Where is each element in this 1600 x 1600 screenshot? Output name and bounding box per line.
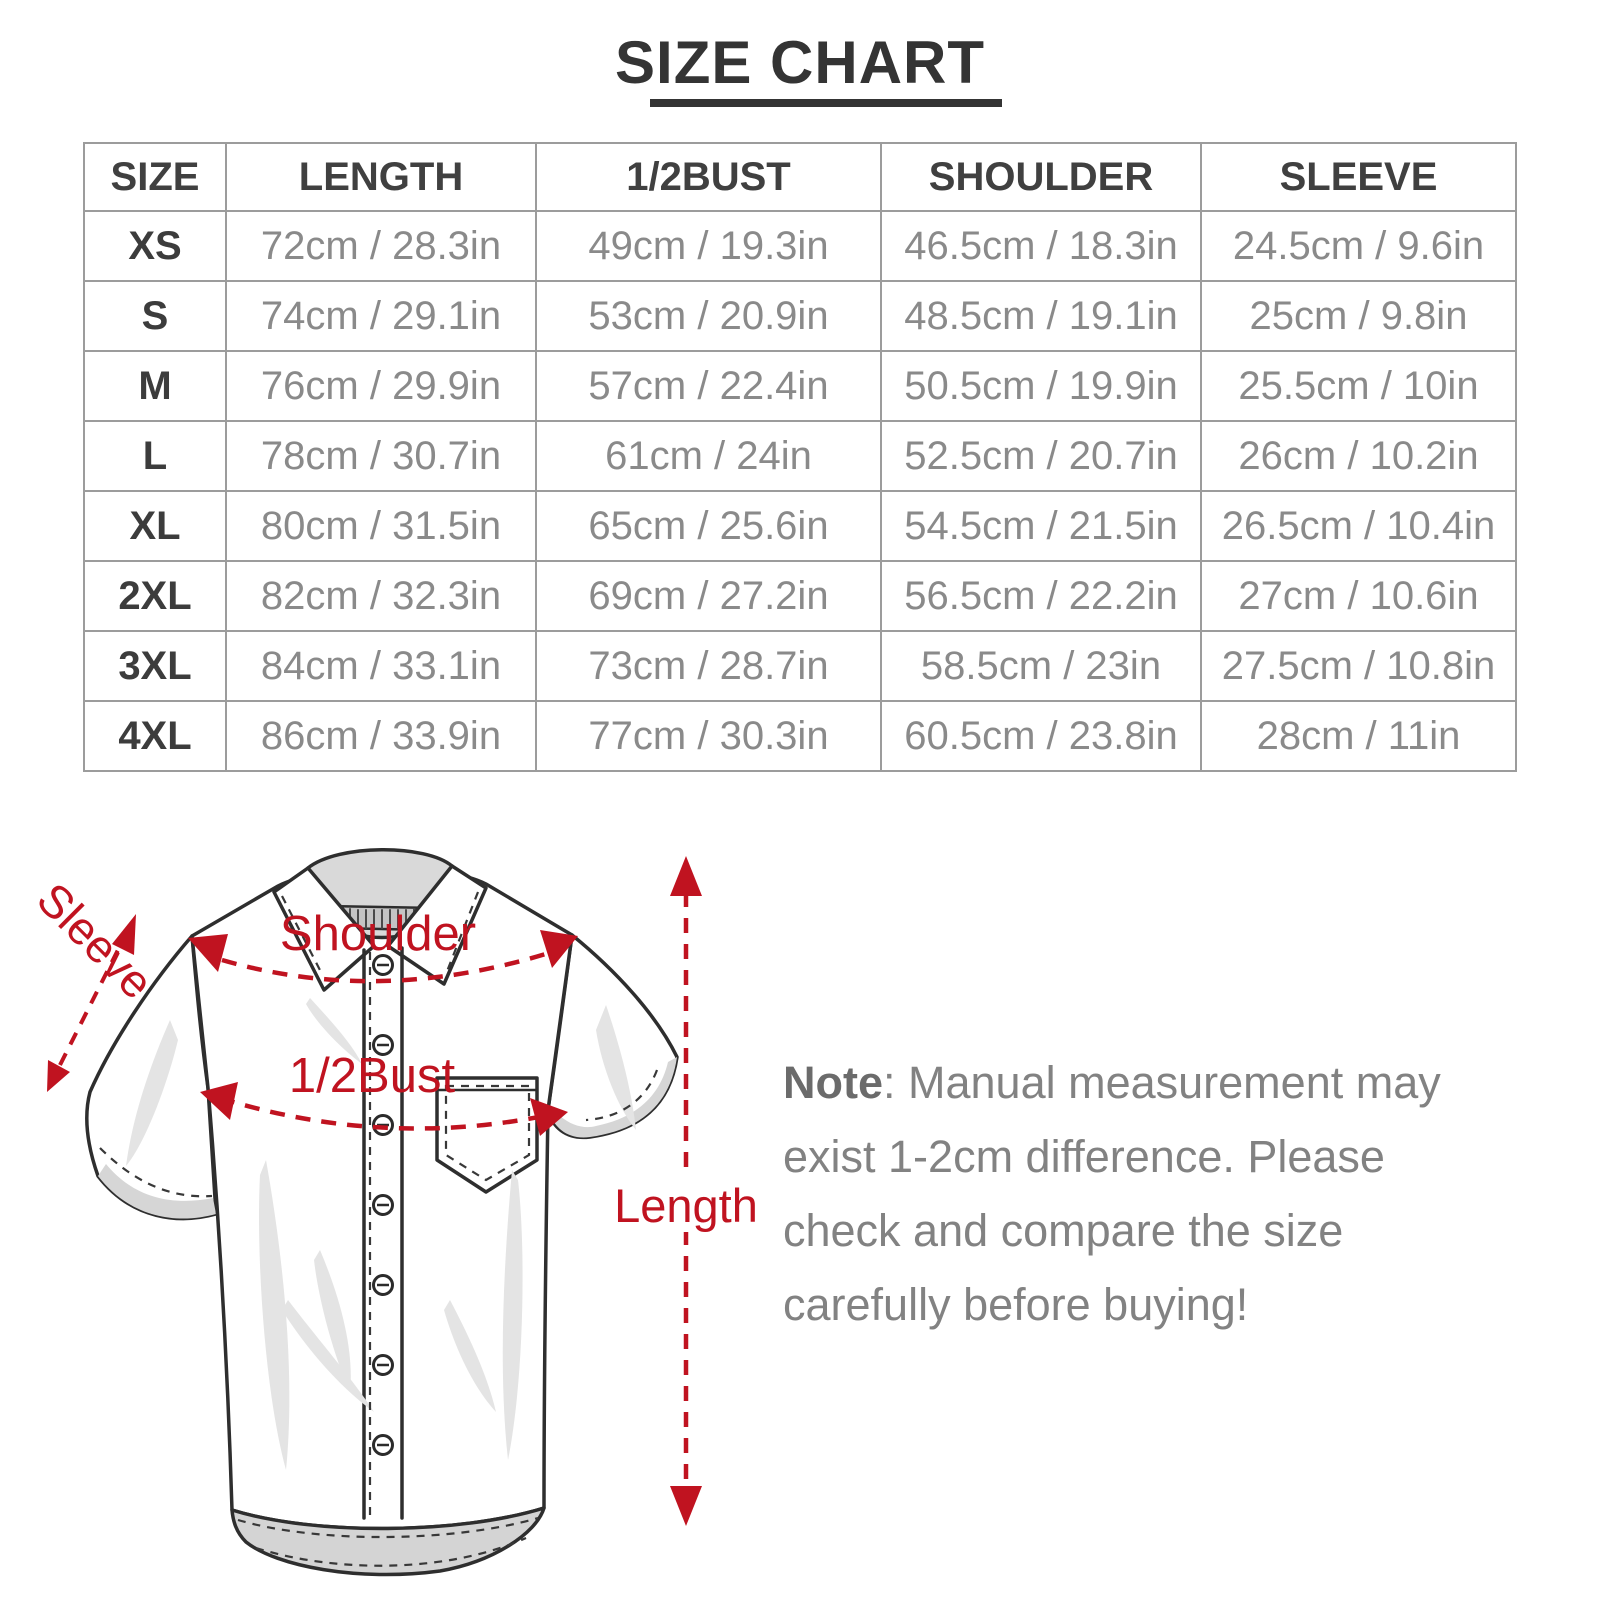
size-cell: S bbox=[84, 281, 226, 351]
table-row bbox=[84, 491, 1516, 561]
measurement-cell: 28cm / 11in bbox=[1201, 701, 1516, 771]
size-cell: XL bbox=[84, 491, 226, 561]
measurement-cell: 46.5cm / 18.3in bbox=[881, 211, 1201, 281]
table-row bbox=[84, 701, 1516, 771]
shoulder-label: Shoulder bbox=[279, 907, 477, 961]
measurement-cell: 52.5cm / 20.7in bbox=[881, 421, 1201, 491]
note-line: carefully before buying! bbox=[783, 1279, 1249, 1330]
measurement-note bbox=[783, 1046, 1483, 1342]
measurement-cell: 65cm / 25.6in bbox=[536, 491, 881, 561]
page-title: SIZE CHART bbox=[615, 29, 985, 96]
measurement-cell: 73cm / 28.7in bbox=[536, 631, 881, 701]
measurement-cell: 76cm / 29.9in bbox=[226, 351, 536, 421]
column-header-sleeve: SLEEVE bbox=[1201, 143, 1516, 211]
measurement-cell: 80cm / 31.5in bbox=[226, 491, 536, 561]
size-cell: M bbox=[84, 351, 226, 421]
sleeve-label: Sleeve bbox=[27, 872, 164, 1009]
half-bust-label: 1/2Bust bbox=[288, 1049, 456, 1103]
table-row bbox=[84, 351, 1516, 421]
measurement-cell: 86cm / 33.9in bbox=[226, 701, 536, 771]
table-header-row bbox=[84, 143, 1516, 211]
measurement-cell: 82cm / 32.3in bbox=[226, 561, 536, 631]
table-row bbox=[84, 421, 1516, 491]
column-header-size: SIZE bbox=[84, 143, 226, 211]
table-row bbox=[84, 281, 1516, 351]
measurement-cell: 50.5cm / 19.9in bbox=[881, 351, 1201, 421]
measurement-cell: 53cm / 20.9in bbox=[536, 281, 881, 351]
measurement-cell: 61cm / 24in bbox=[536, 421, 881, 491]
measurement-cell: 77cm / 30.3in bbox=[536, 701, 881, 771]
measurement-cell: 27cm / 10.6in bbox=[1201, 561, 1516, 631]
note-prefix: Note bbox=[783, 1057, 883, 1108]
column-header-length: LENGTH bbox=[226, 143, 536, 211]
measurement-cell: 84cm / 33.1in bbox=[226, 631, 536, 701]
size-cell: L bbox=[84, 421, 226, 491]
table-row bbox=[84, 211, 1516, 281]
measurement-cell: 69cm / 27.2in bbox=[536, 561, 881, 631]
measurement-cell: 26.5cm / 10.4in bbox=[1201, 491, 1516, 561]
measurement-cell: 74cm / 29.1in bbox=[226, 281, 536, 351]
size-cell: 2XL bbox=[84, 561, 226, 631]
measurement-cell: 26cm / 10.2in bbox=[1201, 421, 1516, 491]
measurement-cell: 57cm / 22.4in bbox=[536, 351, 881, 421]
measurement-cell: 78cm / 30.7in bbox=[226, 421, 536, 491]
note-line: check and compare the size bbox=[783, 1205, 1344, 1256]
column-header-halfbust: 1/2BUST bbox=[536, 143, 881, 211]
table-row bbox=[84, 631, 1516, 701]
measurement-cell: 27.5cm / 10.8in bbox=[1201, 631, 1516, 701]
size-table bbox=[83, 142, 1517, 772]
table-row bbox=[84, 561, 1516, 631]
measurement-cell: 48.5cm / 19.1in bbox=[881, 281, 1201, 351]
note-line: exist 1-2cm difference. Please bbox=[783, 1131, 1385, 1182]
measurement-cell: 24.5cm / 9.6in bbox=[1201, 211, 1516, 281]
note-line1-text: : Manual measurement may bbox=[883, 1057, 1441, 1108]
size-cell: XS bbox=[84, 211, 226, 281]
measurement-cell: 56.5cm / 22.2in bbox=[881, 561, 1201, 631]
measurement-cell: 72cm / 28.3in bbox=[226, 211, 536, 281]
measurement-cell: 49cm / 19.3in bbox=[536, 211, 881, 281]
measurement-cell: 25cm / 9.8in bbox=[1201, 281, 1516, 351]
measurement-cell: 25.5cm / 10in bbox=[1201, 351, 1516, 421]
measurement-cell: 54.5cm / 21.5in bbox=[881, 491, 1201, 561]
measurement-cell: 58.5cm / 23in bbox=[881, 631, 1201, 701]
length-label: Length bbox=[614, 1179, 758, 1232]
size-cell: 3XL bbox=[84, 631, 226, 701]
title-underline bbox=[650, 99, 1002, 107]
size-cell: 4XL bbox=[84, 701, 226, 771]
column-header-shoulder: SHOULDER bbox=[881, 143, 1201, 211]
measurement-cell: 60.5cm / 23.8in bbox=[881, 701, 1201, 771]
note-line bbox=[783, 1046, 1483, 1120]
shirt-measurement-diagram bbox=[20, 830, 760, 1600]
